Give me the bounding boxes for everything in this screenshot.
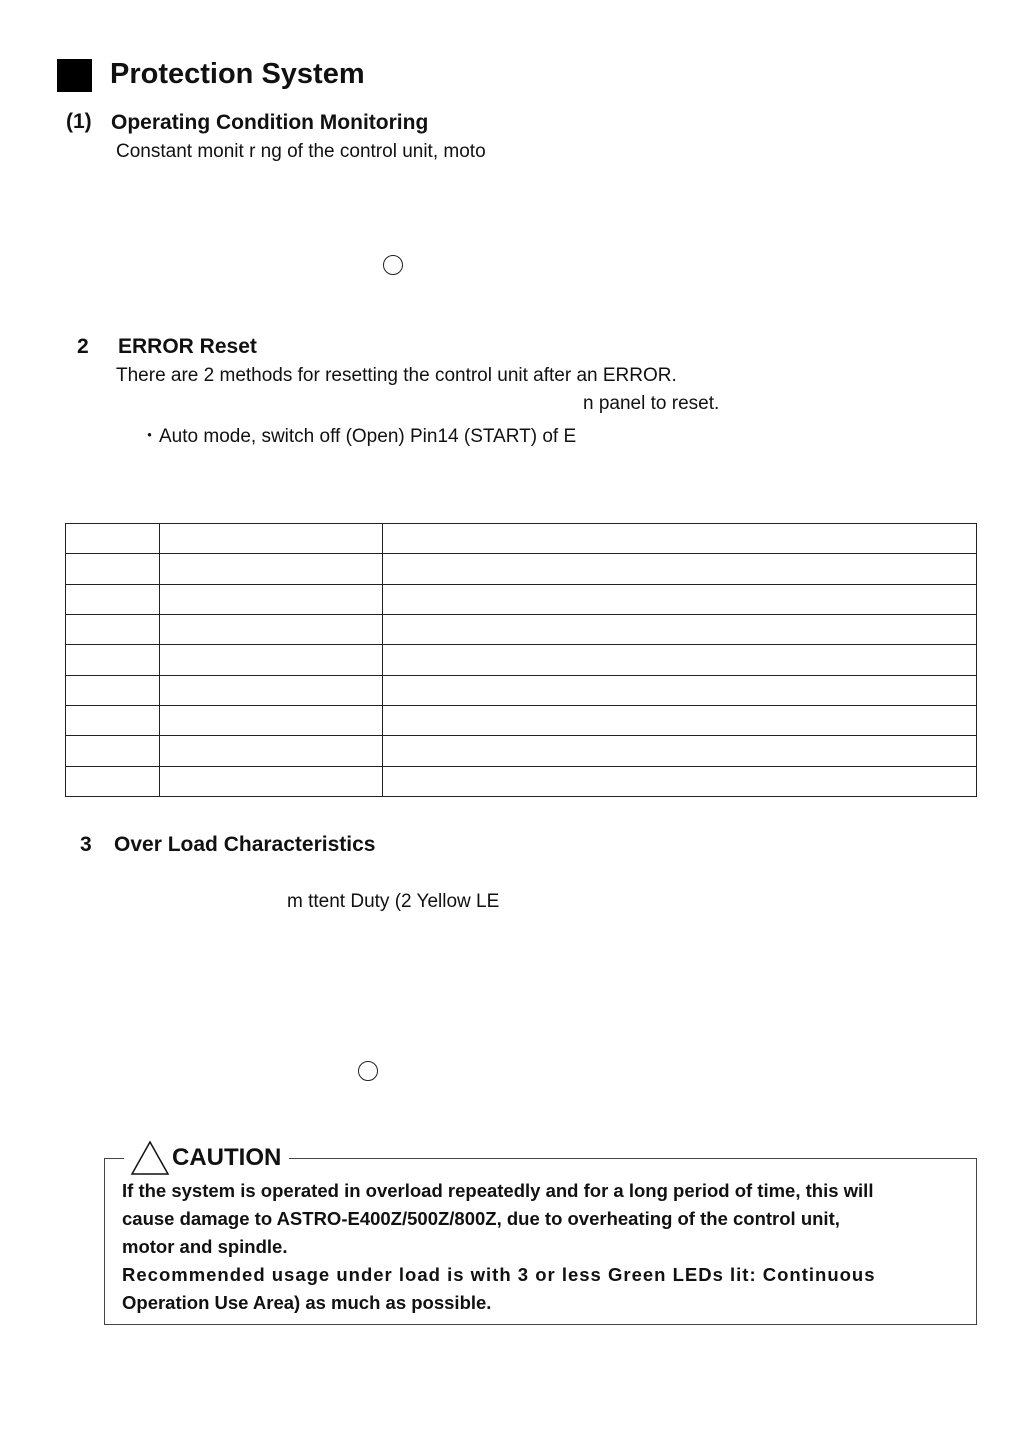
- table-row: [66, 614, 977, 644]
- section1-text: Constant monit r ng of the control unit, moto: [116, 141, 486, 162]
- table-cell: [383, 584, 977, 614]
- circle-mark-2: [358, 1061, 378, 1081]
- table-row: [66, 554, 977, 584]
- table-cell: [160, 645, 383, 675]
- table-cell: [66, 584, 160, 614]
- table-cell: [66, 705, 160, 735]
- table-cell: [383, 645, 977, 675]
- table-row: [66, 766, 977, 796]
- section3-text: m ttent Duty (2 Yellow LE: [287, 891, 500, 912]
- circle-mark-1: [383, 255, 403, 275]
- section1-title: Operating Condition Monitoring: [111, 111, 429, 134]
- caution-line-2: cause damage to ASTRO-E400Z/500Z/800Z, due to overheating of the control unit,: [122, 1208, 840, 1229]
- table-cell: [160, 614, 383, 644]
- table-cell: [66, 645, 160, 675]
- table-cell: [66, 554, 160, 584]
- table-cell: [383, 675, 977, 705]
- table-row: [66, 736, 977, 766]
- section1-number: (1): [66, 110, 92, 133]
- table-cell: [66, 675, 160, 705]
- table-cell: [383, 736, 977, 766]
- section3-number: 3: [80, 833, 92, 856]
- table-row: [66, 675, 977, 705]
- table-cell: [383, 766, 977, 796]
- section3-title: Over Load Characteristics: [114, 833, 376, 856]
- section-marker-square: [57, 59, 92, 92]
- section2-line1: There are 2 methods for resetting the control unit after an ERROR.: [116, 365, 677, 386]
- table-cell: [383, 705, 977, 735]
- table-cell: [383, 554, 977, 584]
- section2-title: ERROR Reset: [118, 335, 257, 358]
- table-cell: [383, 614, 977, 644]
- warning-triangle-icon: [130, 1140, 170, 1176]
- section2-bullet: ・Auto mode, switch off (Open) Pin14 (START) of E: [140, 426, 577, 447]
- caution-line-3: motor and spindle.: [122, 1236, 288, 1257]
- caution-line-1: If the system is operated in overload repeatedly and for a long period of time, this will: [122, 1180, 874, 1201]
- error-table: [65, 523, 977, 797]
- section2-line2: n panel to reset.: [583, 393, 720, 414]
- table-cell: [383, 524, 977, 554]
- page-title: Protection System: [110, 58, 365, 90]
- table-row: [66, 705, 977, 735]
- caution-title: CAUTION: [172, 1144, 282, 1171]
- table-cell: [66, 524, 160, 554]
- table-cell: [160, 705, 383, 735]
- table-cell: [160, 766, 383, 796]
- table-row: [66, 524, 977, 554]
- table-cell: [160, 736, 383, 766]
- table-cell: [66, 614, 160, 644]
- caution-line-5: Operation Use Area) as much as possible.: [122, 1292, 492, 1313]
- table-cell: [160, 675, 383, 705]
- table-cell: [66, 736, 160, 766]
- table-cell: [160, 554, 383, 584]
- caution-line-4: Recommended usage under load is with 3 or less Green LEDs lit: Continuous: [122, 1264, 876, 1285]
- caution-legend: [124, 1138, 289, 1178]
- table-cell: [160, 584, 383, 614]
- table-row: [66, 584, 977, 614]
- table-cell: [66, 766, 160, 796]
- table-cell: [160, 524, 383, 554]
- section2-number: 2: [77, 335, 89, 358]
- table-row: [66, 645, 977, 675]
